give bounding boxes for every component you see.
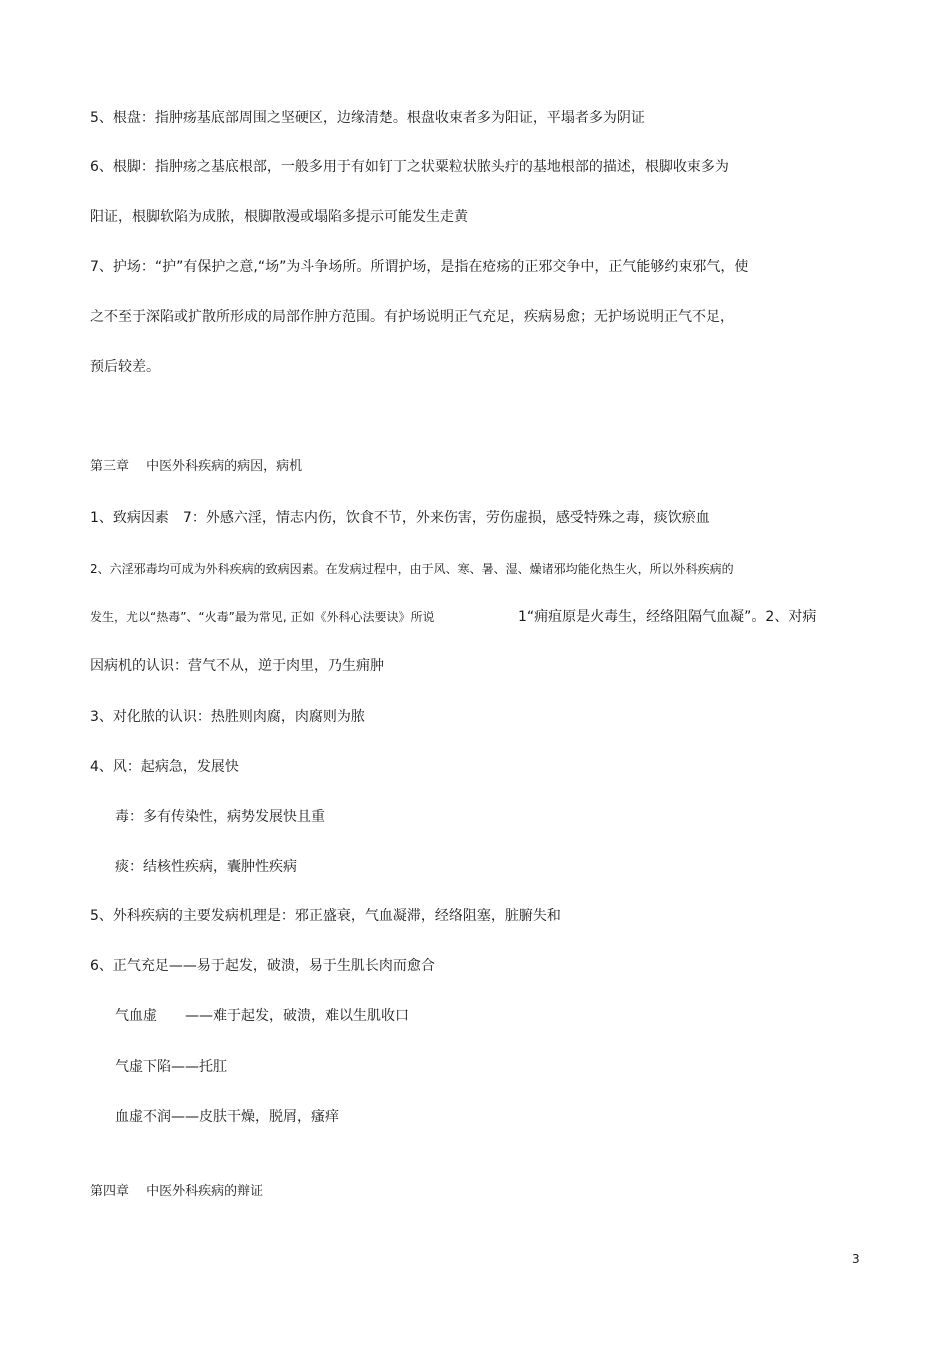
text-line: 之不至于深陷或扩散所形成的局部作肿方范围。有护场说明正气充足，疾病易愈；无护场说明正气不足， — [90, 309, 734, 325]
text-line: 5、外科疾病的主要发病机理是：邪正盛衰，气血凝滞，经络阻塞，脏腑失和 — [90, 908, 561, 924]
text-line: 1、致病因素 7：外感六淫，情志内伤，饮食不节，外来伤害，劳伤虚损，感受特殊之毒，痰饮瘀血 — [90, 510, 710, 526]
text-line: 5、根盘：指肿疡基底部周围之坚硬区，边缘清楚。根盘收束者多为阳证，平塌者多为阴证 — [90, 110, 645, 126]
text-line: 2、六淫邪毒均可成为外科疾病的致病因素。在发病过程中，由于风、寒、暑、湿、燥诸邪均能化热生火，所以外科疾病的 — [90, 562, 734, 576]
text-line: 3、对化脓的认识：热胜则肉腐，肉腐则为脓 — [90, 709, 365, 725]
text-line: 4、风：起病急，发展快 — [90, 759, 239, 775]
text-line: 发生，尤以“热毒”、“火毒”最为常见, 正如《外科心法要诀》所说 — [90, 610, 435, 624]
text-line: 痰：结核性疾病，囊肿性疾病 — [115, 859, 297, 875]
text-line: 预后较差。 — [90, 359, 160, 375]
text-line: 毒：多有传染性，病势发展快且重 — [115, 809, 325, 825]
chapter-heading: 第四章 中医外科疾病的辩证 — [90, 1184, 264, 1199]
text-line: 阳证，根脚软陷为成脓，根脚散漫或塌陷多提示可能发生走黄 — [90, 209, 468, 225]
text-line: 因病机的认识：营气不从，逆于肉里，乃生痈肿 — [90, 658, 384, 674]
text-line: 6、根脚：指肿疡之基底根部，一般多用于有如钉丁之状粟粒状脓头疔的基地根部的描述，根脚收束多为 — [90, 159, 729, 175]
text-line: 1“痈疽原是火毒生，经络阻隔气血凝”。2、对病 — [518, 609, 817, 625]
text-line: 7、护场：“护”有保护之意,“场”为斗争场所。所谓护场，是指在疮疡的正邪交争中，正气能够约束邪气，使 — [90, 259, 749, 275]
text-line: 气血虚 ——难于起发，破溃，难以生肌收口 — [115, 1008, 409, 1024]
page-number: 3 — [852, 1252, 860, 1266]
text-line: 6、正气充足——易于起发，破溃，易于生肌长肉而愈合 — [90, 958, 435, 974]
text-line: 气虚下陷——托肛 — [115, 1059, 227, 1075]
chapter-heading: 第三章 中医外科疾病的病因，病机 — [90, 459, 303, 474]
text-line: 血虚不润——皮肤干燥，脱屑，瘙痒 — [115, 1109, 339, 1125]
